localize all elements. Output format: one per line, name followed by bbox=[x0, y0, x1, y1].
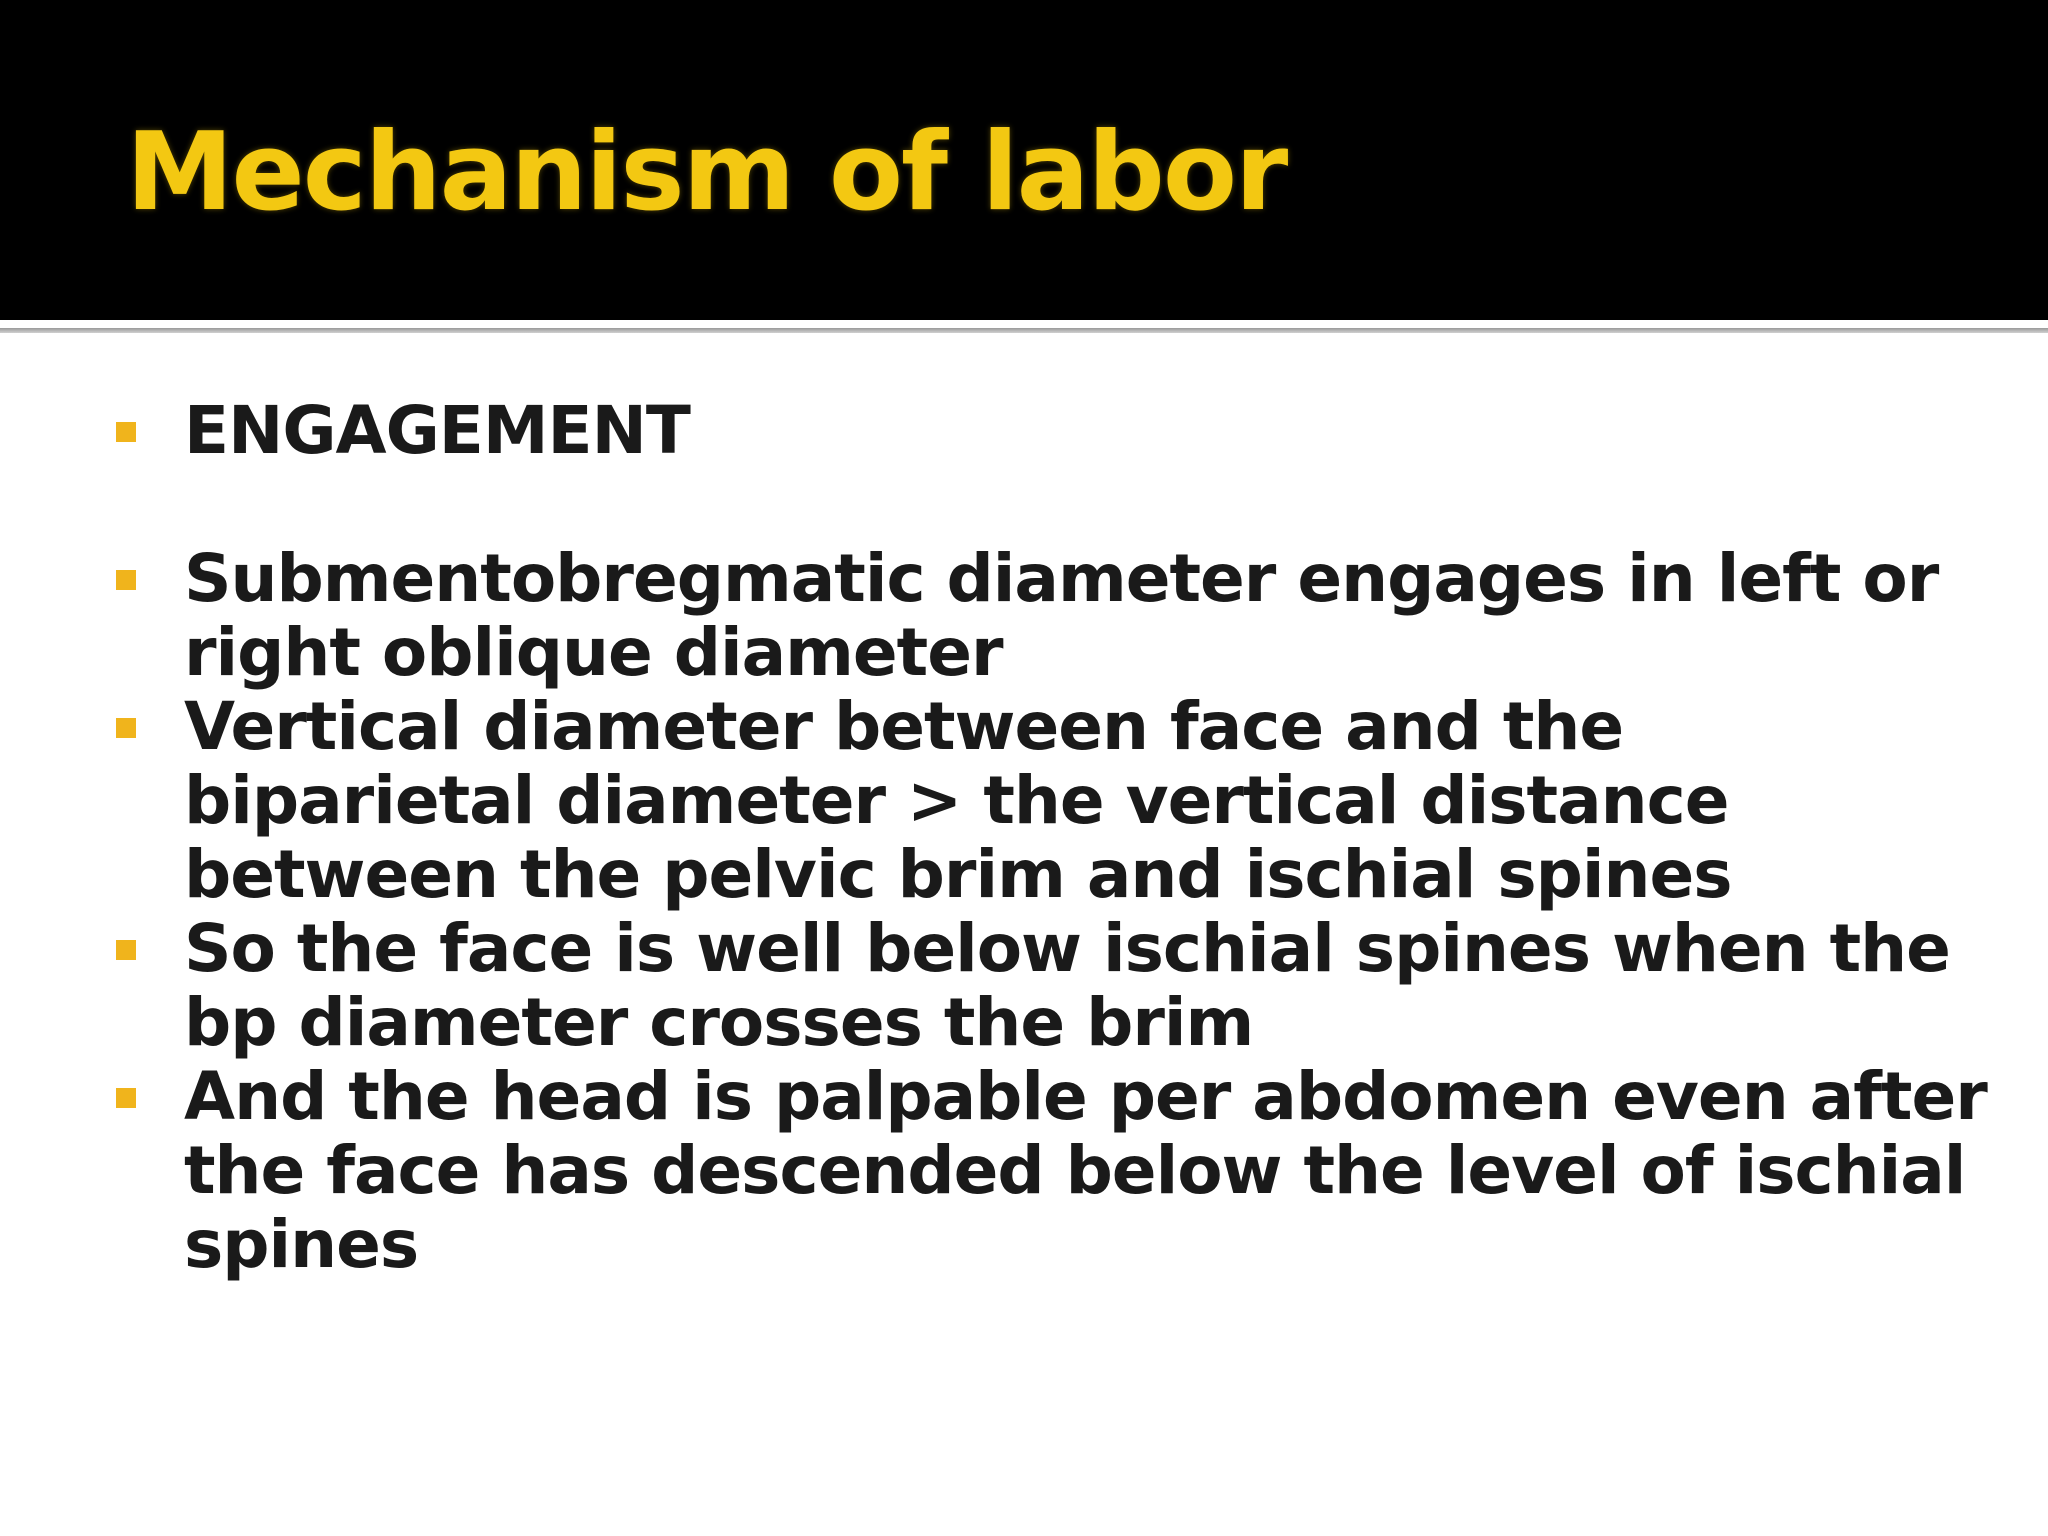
bullet-item bbox=[112, 690, 1992, 912]
square-bullet-icon bbox=[116, 570, 136, 590]
bullet-item bbox=[112, 542, 1992, 690]
square-bullet-icon bbox=[116, 422, 136, 442]
bullet-text: So the face is well below ischial spines when the bp diameter crosses the brim bbox=[184, 910, 1950, 1061]
title-divider bbox=[0, 328, 2048, 333]
bullet-item bbox=[112, 912, 1992, 1060]
bullet-list bbox=[112, 394, 1992, 1282]
slide-title: Mechanism of labor bbox=[126, 110, 1287, 235]
bullet-text: Submentobregmatic diameter engages in left or right oblique diameter bbox=[184, 540, 1939, 691]
bullet-text: And the head is palpable per abdomen even after the face has descended below the level of ischial spines bbox=[184, 1058, 1987, 1283]
bullet-text: ENGAGEMENT bbox=[184, 392, 690, 469]
bullet-text: Vertical diameter between face and the biparietal diameter > the vertical distance between the pelvic brim and ischial spines bbox=[184, 688, 1732, 913]
square-bullet-icon bbox=[116, 1088, 136, 1108]
square-bullet-icon bbox=[116, 940, 136, 960]
bullet-item bbox=[112, 394, 1992, 468]
bullet-item bbox=[112, 1060, 1992, 1282]
title-band bbox=[0, 0, 2048, 320]
square-bullet-icon bbox=[116, 718, 136, 738]
